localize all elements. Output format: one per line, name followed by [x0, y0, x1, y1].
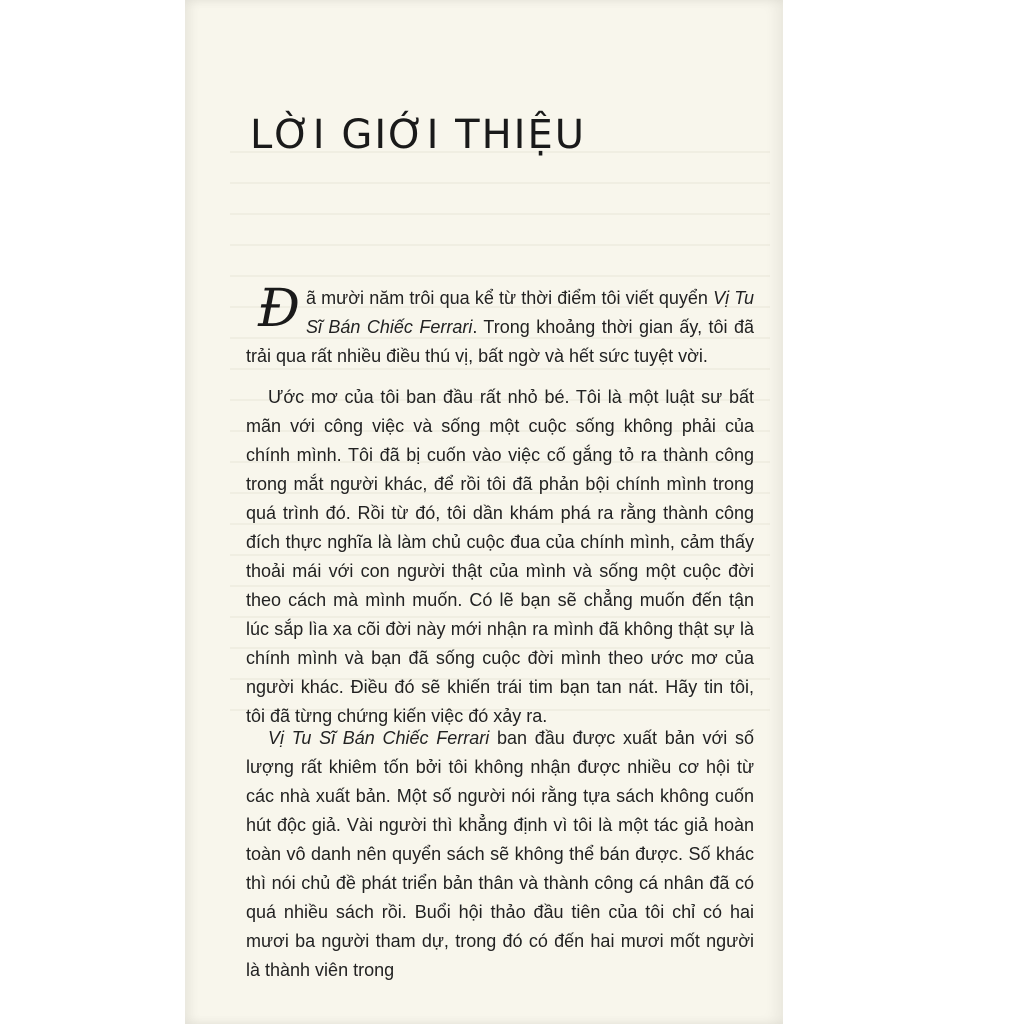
- paragraph-1-text: ã mười năm trôi qua kể từ thời điểm tôi viết quyển: [305, 288, 708, 308]
- paragraph-1: [246, 279, 754, 371]
- chapter-title: LỜI GIỚI THIỆU: [250, 112, 587, 158]
- paragraph-3: [246, 724, 754, 985]
- drop-cap: Đ: [258, 279, 300, 339]
- paragraph-1-continued: . Trong khoảng thời gian ấy, tôi đã trải qua rất nhiều điều thú vị, bất ngờ và hết sức tuyệt vời.: [246, 317, 754, 366]
- paragraph-3-text: ban đầu được xuất bản với số lượng rất khiêm tốn bởi tôi không nhận được nhiều cơ hội từ các nhà xuất bản. Một số người nói rằng tựa sách không cuốn hút độc giả. Vài người thì khẳng định vì tôi là một tác giả hoàn toàn vô danh nên quyển sách sẽ không thể bán được. Số khác thì nói chủ đề phát triển bản thân và thành công cá nhân đã có quá nhiều sách rồi. Buổi hội thảo đầu tiên của tôi chỉ có hai mươi ba người tham dự, trong đó có đến hai mươi mốt người là thành viên trong: [246, 728, 755, 980]
- paragraph-2: Ước mơ của tôi ban đầu rất nhỏ bé. Tôi là một luật sư bất mãn với công việc và sống một cuộc sống không phải của chính mình. Tôi đã bị cuốn vào việc cố gắng tỏ ra thành công trong mắt người khác, để rồi tôi đã phản bội chính mình trong quá trình đó. Rồi từ đó, tôi dần khám phá ra rằng thành công đích thực nghĩa là làm chủ cuộc đua của chính mình, cảm thấy thoải mái với con người thật của mình và sống một cuộc đời theo cách mà mình muốn. Có lẽ bạn sẽ chẳng muốn đến tận lúc sắp lìa xa cõi đời này mới nhận ra mình đã không thật sự là chính mình và bạn đã sống cuộc đời mình theo ước mơ của người khác. Điều đó sẽ khiến trái tim bạn tan nát. Hãy tin tôi, tôi đã từng chứng kiến việc đó xảy ra.: [246, 387, 754, 726]
- book-title-italic: Vị Tu Sĩ Bán Chiếc Ferrari: [268, 728, 490, 748]
- book-title-italic: Vị Tu Sĩ Bán Chiếc Ferrari: [305, 288, 754, 337]
